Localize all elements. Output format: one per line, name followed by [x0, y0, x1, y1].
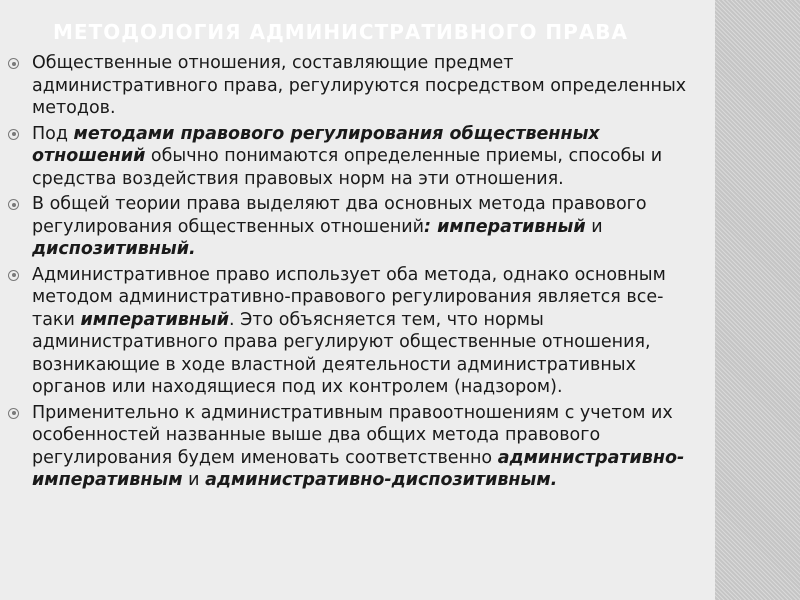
bullet-text: и — [182, 470, 206, 490]
bullet-text: Под — [32, 123, 74, 144]
bullet-text: Применительно к административным правоотношениям с учетом их особенностей названные выше два общих метода правового регулирования будем именовать соответственно — [32, 402, 673, 468]
bullet-text: В общей теории права выделяют два основных метода правового регулирования общественных отношений — [32, 194, 647, 237]
bullet-icon — [8, 270, 19, 281]
bullet-icon — [8, 129, 19, 140]
bullet-item-2 — [8, 123, 698, 191]
bullet-item-4 — [8, 264, 698, 399]
bullet-text: Административное право использует оба метода, однако основным методом административно-правового регулирования является все-таки — [32, 264, 666, 330]
bullet-emphasis: императивный — [80, 309, 229, 330]
bullet-item-5 — [8, 402, 698, 492]
bullet-icon — [8, 199, 19, 210]
bullet-emphasis: диспозитивный. — [32, 239, 196, 259]
bullet-text: Общественные отношения, составляющие предмет административного права, регулируются посредством определенных методов. — [32, 53, 687, 118]
bullet-text: обычно понимаются определенные приемы, способы и средства воздействия правовых норм на эти отношения. — [32, 146, 663, 189]
bullet-emphasis: административно-императивным — [32, 447, 685, 490]
bullet-item-3 — [8, 193, 698, 261]
bullet-text: и — [585, 216, 603, 237]
bullet-emphasis: методами правового регулирования общественных отношений — [32, 123, 600, 166]
bullet-item-1 — [8, 52, 698, 120]
bullet-text: . Это объясняется тем, что нормы административного права регулируют общественные отношения, возникающие в ходе властной деятельности административных органов или находящиеся под их контролем (надзором). — [32, 309, 651, 397]
bullet-list — [8, 52, 698, 495]
decorative-side-band — [715, 0, 800, 600]
bullet-emphasis: административно-диспозитивным. — [205, 470, 558, 490]
bullet-icon — [8, 58, 19, 69]
bullet-icon — [8, 408, 19, 419]
slide-title: МЕТОДОЛОГИЯ АДМИНИСТРАТИВНОГО ПРАВА — [53, 20, 629, 44]
bullet-emphasis: : императивный — [424, 216, 586, 237]
